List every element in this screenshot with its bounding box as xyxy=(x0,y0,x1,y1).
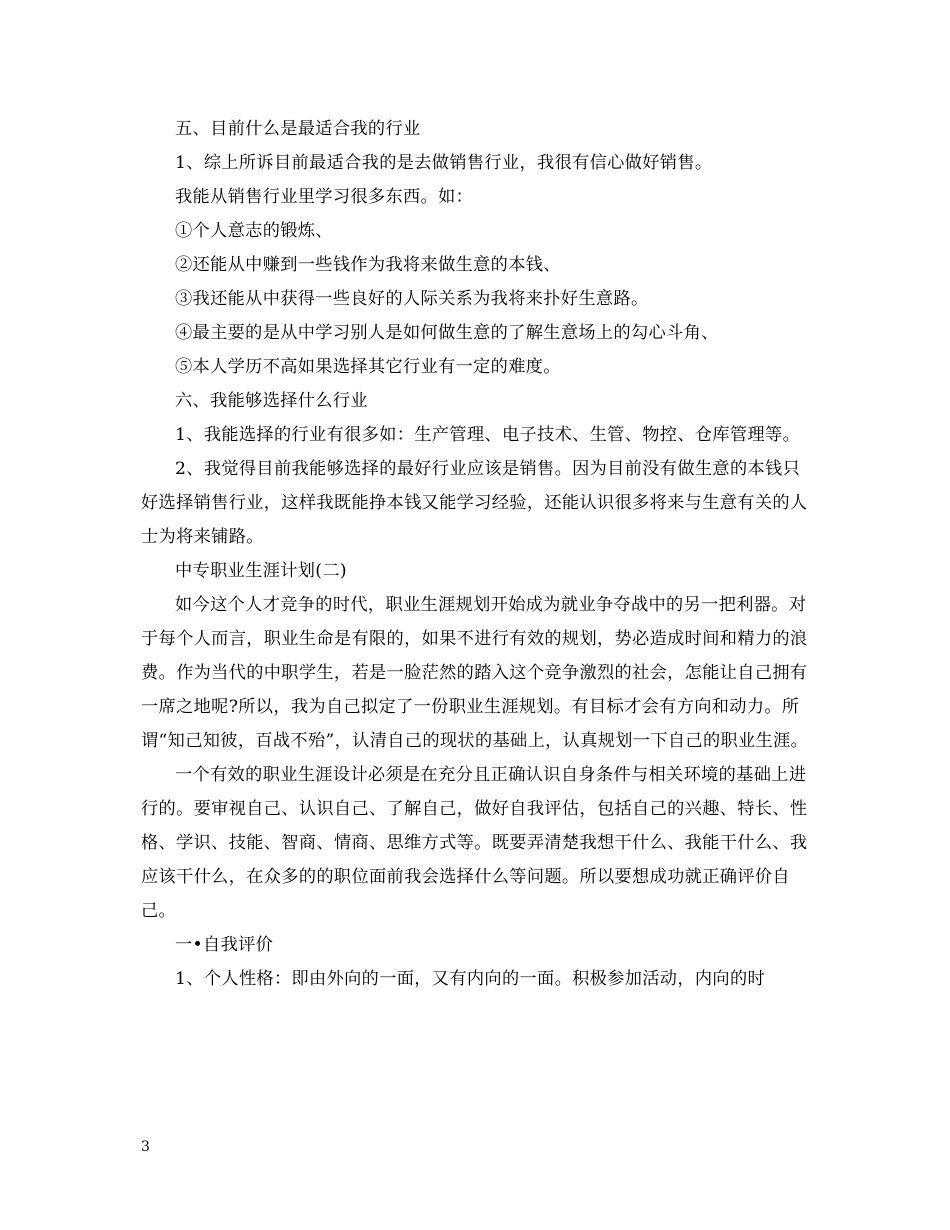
paragraph-industry-options: 1、我能选择的行业有很多如：生产管理、电子技术、生管、物控、仓库管理等。 xyxy=(175,425,801,445)
self-evaluation-heading: 一•自我评价 xyxy=(175,935,274,955)
list-item-2: ②还能从中赚到一些钱作为我将来做生意的本钱、 xyxy=(175,255,561,275)
paragraph-self-assessment-basis: 一个有效的职业生涯设计必须是在充分且正确认识自身条件与相关环境的基础上进行的。要审视自己、认识自己、了解自己，做好自我评估，包括自己的兴趣、特长、性格、学识、技能、智商、情商、思维方式等。既要弄清楚我想干什么、我能干什么、我应该干什么，在众多的的职位面前我会选择什么等问题。所以要想成功就正确评价自己。 xyxy=(141,765,808,921)
paragraph-learn-from-sales: 我能从销售行业里学习很多东西。如： xyxy=(175,187,474,207)
list-item-1: ①个人意志的锻炼、 xyxy=(175,221,333,241)
paragraph-personality: 1、个人性格：即由外向的一面，又有内向的一面。积极参加活动，内向的时 xyxy=(175,969,766,989)
list-item-5: ⑤本人学历不高如果选择其它行业有一定的难度。 xyxy=(175,357,561,377)
paragraph-sales-confidence: 1、综上所诉目前最适合我的是去做销售行业，我很有信心做好销售。 xyxy=(175,153,713,173)
page-number: 3 xyxy=(141,1139,150,1155)
section-heading-5: 五、目前什么是最适合我的行业 xyxy=(175,119,421,139)
paragraph-career-planning: 如今这个人才竞争的时代，职业生涯规划开始成为就业争夺战中的另一把利器。对于每个人而言，职业生命是有限的，如果不进行有效的规划，势必造成时间和精力的浪费。作为当代的中职学生，若是一脸茫然的踏入这个竞争激烈的社会，怎能让自己拥有一席之地呢?所以，我为自己拟定了一份职业生涯规划。有目标才会有方向和动力。所谓“知己知彼，百战不殆”，认清自己的现状的基础上，认真规划一下自己的职业生涯。 xyxy=(141,595,809,751)
document-body xyxy=(141,112,811,996)
paragraph-best-industry: 2、我觉得目前我能够选择的最好行业应该是销售。因为目前没有做生意的本钱只好选择销售行业，这样我既能挣本钱又能学习经验，还能认识很多将来与生意有关的人士为将来铺路。 xyxy=(141,459,808,547)
section-heading-6: 六、我能够选择什么行业 xyxy=(175,391,368,411)
list-item-4: ④最主要的是从中学习别人是如何做生意的了解生意场上的勾心斗角、 xyxy=(175,323,719,343)
list-item-3: ③我还能从中获得一些良好的人际关系为我将来扑好生意路。 xyxy=(175,289,649,309)
plan-title: 中专职业生涯计划(二) xyxy=(175,561,347,581)
